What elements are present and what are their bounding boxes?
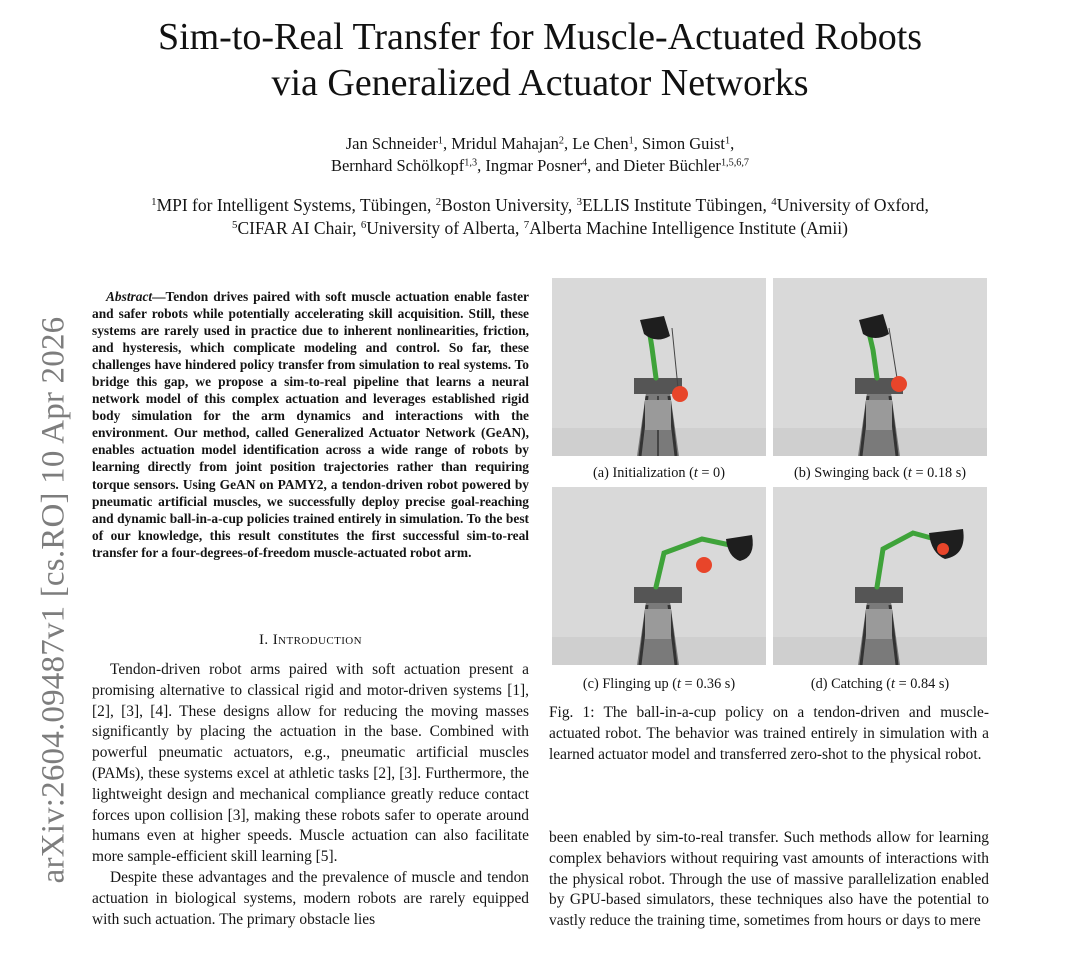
affiliation: University of Alberta, xyxy=(366,218,520,238)
subcaption-c xyxy=(544,675,774,693)
affil-mark: 5 xyxy=(232,219,238,232)
author-affil-mark: 4 xyxy=(582,157,588,169)
author-name: Mridul Mahajan xyxy=(451,134,559,153)
paper-title xyxy=(0,14,1080,106)
subcaption-a xyxy=(544,464,774,482)
figure-photo-swinging-back xyxy=(773,278,987,456)
affiliation-line-1 xyxy=(0,194,1080,217)
subcaption-d xyxy=(765,675,995,693)
affil-mark: 3 xyxy=(576,196,583,209)
author-affil-mark: 1,3 xyxy=(464,157,478,169)
section-number: I. xyxy=(259,632,269,648)
subcaption-text: (d) Catching ( xyxy=(810,676,892,692)
abstract-text: Tendon drives paired with soft muscle actuation enable faster and safer robots while potentially accelerating skill acquisition. Still, these systems are rarely used in practice due to inherent nonlinearities, friction, and hysteresis, which complicate modeling and control. So far, these challenges have hindered policy transfer from simulation to real systems. To bridge this gap, we propose a sim-to-real pipeline that learns a neural network model of this complex actuation and leverages established rigid body simulation for the arm dynamics and interactions with the environment. Our method, called Generalized Actuator Network (GeAN), enables actuation model identification across a wide range of robots by learning directly from joint position trajectories rather than requiring torque sensors. Using GeAN on PAMY2, a tendon-driven robot powered by pneumatic artificial muscles, we successfully deploy precise goal-reaching and dynamic ball-in-a-cup policies trained entirely in simulation. To the best of our knowledge, this result constitutes the first successful sim-to-real transfer for a four-degrees-of-freedom muscle-actuated robot arm. xyxy=(92,289,529,560)
time-variable: t xyxy=(891,676,896,692)
figure-photo-initialization xyxy=(552,278,766,456)
figure-caption-text: The ball-in-a-cup policy on a tendon-driven and muscle-actuated robot. The behavior was trained entirely in simulation with a learned actuator model and transferred zero-shot to the physical robot. xyxy=(549,704,990,763)
subcaption-value: = 0.84 s) xyxy=(895,676,950,692)
affiliation: University of Oxford, xyxy=(776,195,929,215)
author-affil-mark: 1 xyxy=(724,135,731,147)
paragraph: been enabled by sim-to-real transfer. Such methods allow for learning complex behaviors without requiring vast amounts of interactions with the physical robot. Through the use of massive parallelization enabled by GPU-based simulators, these techniques also have the potential to vastly reduce the training time, sometimes from hours or days to mere xyxy=(549,829,989,930)
author-name: Bernhard Schölkopf xyxy=(330,156,465,175)
paragraph: Tendon-driven robot arms paired with soft actuation present a promising alternative to classical rigid and motor-driven systems [1], [2], [3], [4]. These designs allow for reducing the moving masses significantly by placing the actuation in the base. Combined with powerful pneumatic actuators, e.g., pneumatic artificial muscles (PAMs), these systems excel at athletic tasks [2], [3]. Furthermore, the lightweight design and mechanical compliance greatly reduce contact forces upon collision [3], making these robots safer to operate around humans even at higher speeds. Muscle actuation can also facilitate more sample-efficient skill learning [5]. xyxy=(92,661,529,866)
ball-icon xyxy=(696,557,712,573)
author-name: Dieter Büchler xyxy=(623,156,721,175)
author-affil-mark: 1,5,6,7 xyxy=(720,157,750,169)
subcaption-value: = 0) xyxy=(697,465,725,481)
affiliation: Alberta Machine Intelligence Institute (Amii) xyxy=(529,218,848,238)
body-right-column xyxy=(549,828,989,932)
time-variable: t xyxy=(907,465,912,481)
affiliation: CIFAR AI Chair, xyxy=(237,218,357,238)
ball-icon xyxy=(937,543,949,555)
subcaption-value: = 0.18 s) xyxy=(911,465,967,481)
abstract xyxy=(92,288,529,561)
figure-caption xyxy=(549,703,989,765)
ball-icon xyxy=(891,376,907,392)
author-list xyxy=(0,133,1080,177)
author-name: Jan Schneider xyxy=(345,134,438,153)
subcaption-text: (a) Initialization ( xyxy=(593,465,694,481)
author-affil-mark: 2 xyxy=(558,135,565,147)
paragraph: Despite these advantages and the prevalence of muscle and tendon actuation in biological systems, modern robots are rarely equipped with such actuation. The primary obstacle lies xyxy=(92,868,529,928)
subcaption-text: (b) Swinging back ( xyxy=(793,465,908,481)
author-line-1: Jan Schneider$^1$, Mridul Mahajan$^2$, Le Chen$^1$, Simon Guist$^1$, xyxy=(345,134,735,153)
arxiv-id: arXiv:2604.09487v1 [cs.RO] 10 Apr 2026 xyxy=(35,316,72,884)
section-title: Introduction xyxy=(272,632,362,648)
section-heading xyxy=(92,632,529,649)
figure-caption-label: Fig. 1: xyxy=(549,704,595,721)
affil-mark: 7 xyxy=(523,219,530,232)
affil-mark: 2 xyxy=(435,196,442,209)
affiliation: MPI for Intelligent Systems, Tübingen, xyxy=(156,195,432,215)
affiliation-line-2 xyxy=(0,217,1080,240)
time-variable: t xyxy=(677,676,681,692)
figure-photo-flinging-up xyxy=(552,487,766,665)
affiliation-list xyxy=(0,194,1080,240)
author-name: Ingmar Posner xyxy=(485,156,583,175)
author-name: Le Chen xyxy=(572,134,629,153)
subcaption-b xyxy=(765,464,995,482)
subcaption-text: (c) Flinging up ( xyxy=(582,676,677,692)
author-affil-mark: 1 xyxy=(628,135,634,147)
affiliation: Boston University, xyxy=(441,195,573,215)
abstract-label: Abstract xyxy=(106,289,153,304)
body-left-column xyxy=(92,660,529,930)
author-conjunction: and xyxy=(595,156,620,175)
title-line-2: via Generalized Actuator Networks xyxy=(271,62,809,104)
figure-photo-catching xyxy=(773,487,987,665)
author-line-2: Bernhard Schölkopf$^{1,3}$, Ingmar Posner$^4$, and Dieter Büchler$^{1,5,6,7}$ xyxy=(330,156,750,175)
title-line-1: Sim-to-Real Transfer for Muscle-Actuated Robots xyxy=(157,16,923,58)
affil-mark: 1 xyxy=(151,196,157,209)
ball-icon xyxy=(672,386,688,402)
abstract-dash: — xyxy=(152,289,166,304)
affiliation: ELLIS Institute Tübingen, xyxy=(582,195,767,215)
arxiv-stamp xyxy=(35,316,72,884)
author-affil-mark: 1 xyxy=(437,135,443,147)
author-name: Simon Guist xyxy=(642,134,725,153)
time-variable: t xyxy=(693,465,698,481)
affil-mark: 6 xyxy=(360,219,367,232)
subcaption-value: = 0.36 s) xyxy=(680,676,736,692)
affil-mark: 4 xyxy=(771,196,777,209)
